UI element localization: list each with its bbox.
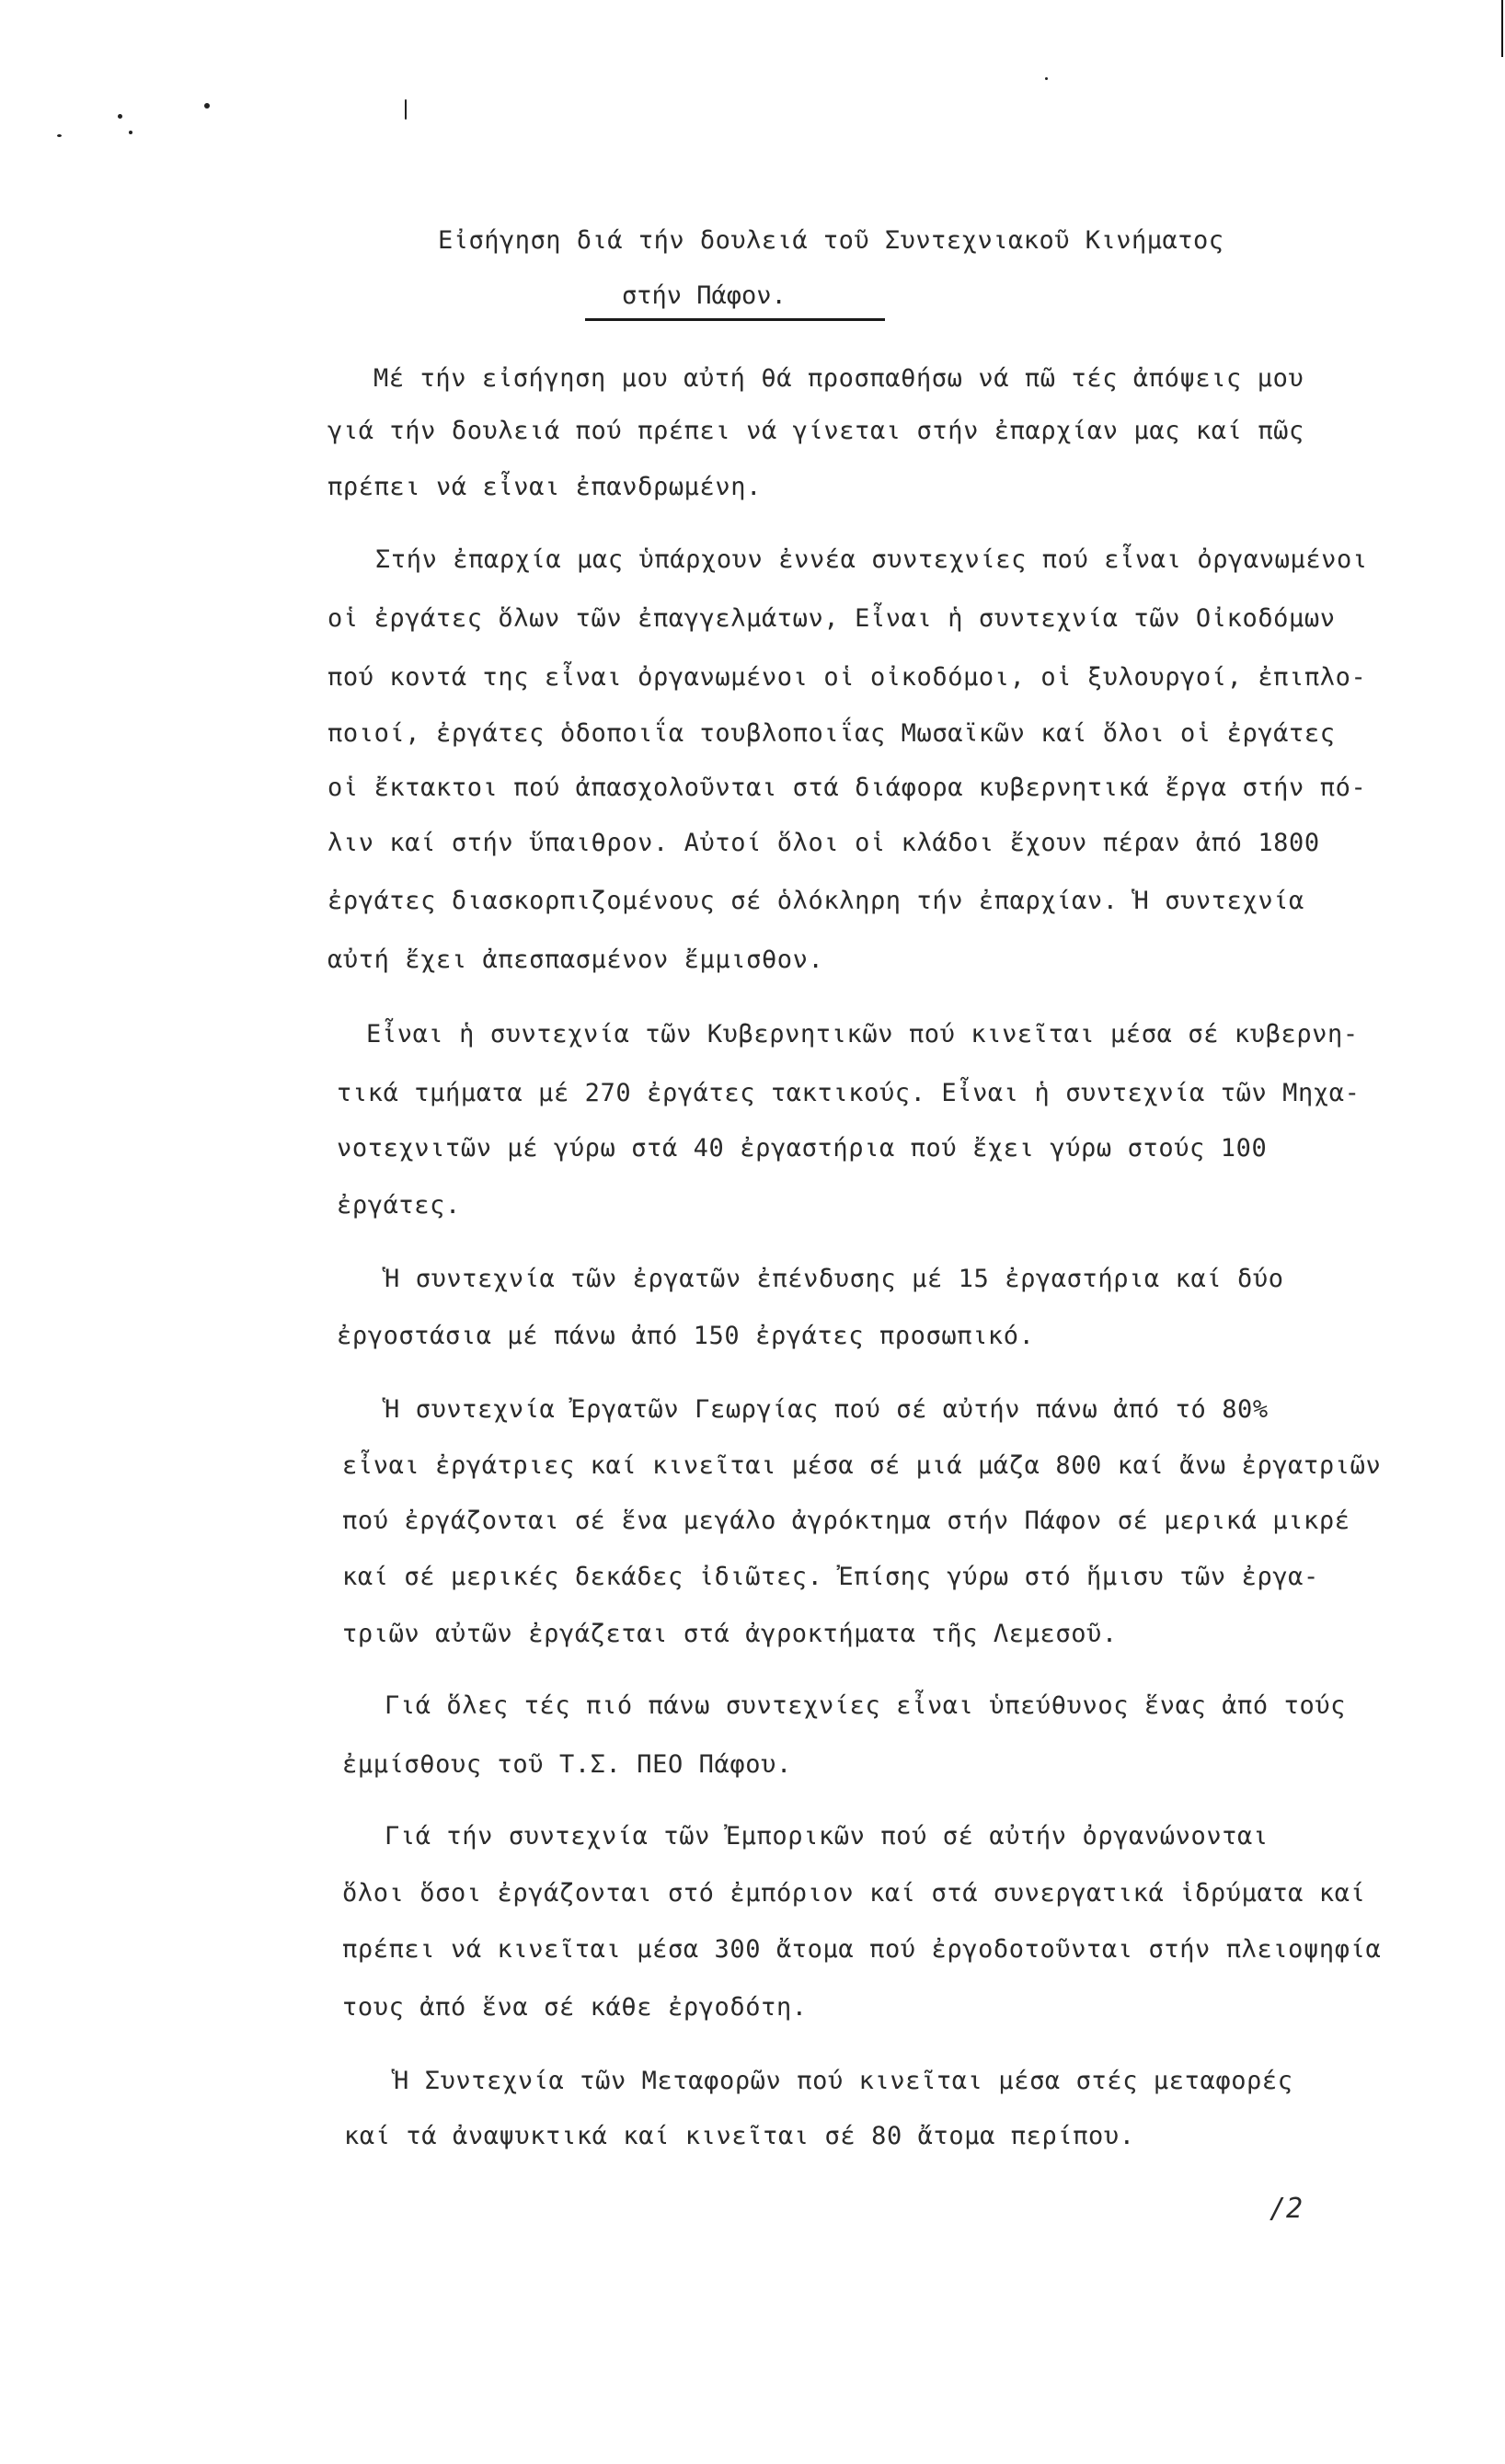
paragraph-3-line-3: νοτεχνιτῶν μέ γύρω στά 40 ἐργαστήρια πού ἔχει γύρω στούς 100 bbox=[337, 1134, 1268, 1163]
paragraph-4-line-1: Ἡ συντεχνία τῶν ἐργατῶν ἐπένδυσης μέ 15 ἐργαστήρια καί δύο bbox=[385, 1265, 1284, 1293]
paragraph-2-line-7: ἐργάτες διασκορπιζομένους σέ ὁλόκληρη τήν ἐπαρχίαν. Ἡ συντεχνία bbox=[327, 887, 1304, 915]
paragraph-5-line-4: καί σέ μερικές δεκάδες ἰδιῶτες. Ἐπίσης γύρω στό ἥμισυ τῶν ἐργα- bbox=[342, 1563, 1319, 1591]
paragraph-2-line-3: πού κοντά της εἶναι ὀργανωμένοι οἱ οἰκοδόμοι, οἱ ξυλουργοί, ἐπιπλο- bbox=[327, 663, 1367, 692]
paragraph-7-line-2: ὅλοι ὅσοι ἐργάζονται στό ἐμπόριον καί στά συνεργατικά ἱδρύματα καί bbox=[342, 1879, 1366, 1908]
scan-speck bbox=[204, 103, 210, 109]
paragraph-8-line-1: Ἡ Συντεχνία τῶν Μεταφορῶν πού κινεῖται μέσα στές μεταφορές bbox=[394, 2067, 1293, 2095]
subtitle-underline bbox=[585, 318, 885, 321]
document-subtitle: στήν Πάφον. bbox=[622, 281, 787, 310]
paragraph-2-line-2: οἱ ἐργάτες ὅλων τῶν ἐπαγγελμάτων, Εἶναι ἡ συντεχνία τῶν Οἰκοδόμων bbox=[327, 604, 1336, 633]
paragraph-2-line-5: οἱ ἔκτακτοι πού ἀπασχολοῦνται στά διάφορα κυβερνητικά ἔργα στήν πό- bbox=[327, 774, 1367, 802]
paragraph-7-line-3: πρέπει νά κινεῖται μέσα 300 ἄτομα πού ἐργοδοτοῦνται στήν πλειοψηφία bbox=[342, 1935, 1382, 1964]
document-title: Εἰσήγηση διά τήν δουλειά τοῦ Συντεχνιακοῦ Κινήματος bbox=[438, 226, 1224, 255]
scan-speck bbox=[57, 134, 62, 137]
paragraph-3-line-2: τικά τμήματα μέ 270 ἐργάτες τακτικούς. Εἶναι ἡ συντεχνία τῶν Μηχα- bbox=[337, 1079, 1361, 1107]
paragraph-5-line-1: Ἡ συντεχνία Ἐργατῶν Γεωργίας πού σέ αὐτήν πάνω ἀπό τό 80% bbox=[385, 1395, 1269, 1424]
paragraph-3-line-4: ἐργάτες. bbox=[337, 1191, 461, 1220]
scan-edge-line bbox=[1501, 0, 1503, 57]
paragraph-5-line-2: εἶναι ἐργάτριες καί κινεῖται μέσα σέ μιά μάζα 800 καί ἄνω ἐργατριῶν bbox=[342, 1451, 1382, 1480]
scan-speck bbox=[405, 99, 407, 120]
paragraph-5-line-5: τριῶν αὐτῶν ἐργάζεται στά ἀγροκτήματα τῆς Λεμεσοῦ. bbox=[342, 1620, 1118, 1648]
paragraph-5-line-3: πού ἐργάζονται σέ ἕνα μεγάλο ἀγρόκτημα στήν Πάφον σέ μερικά μικρέ bbox=[342, 1507, 1350, 1535]
paragraph-6-line-1: Γιά ὅλες τές πιό πάνω συντεχνίες εἶναι ὑπεύθυνος ἕνας ἀπό τούς bbox=[385, 1691, 1347, 1720]
paragraph-8-line-2: καί τά ἀναψυκτικά καί κινεῖται σέ 80 ἄτομα περίπου. bbox=[344, 2122, 1135, 2150]
paragraph-6-line-2: ἐμμίσθους τοῦ Τ.Σ. ΠΕΟ Πάφου. bbox=[342, 1750, 792, 1779]
paragraph-2-line-8: αὐτή ἔχει ἀπεσπασμένον ἔμμισθον. bbox=[327, 945, 824, 974]
paragraph-7-line-4: τους ἀπό ἕνα σέ κάθε ἐργοδότη. bbox=[342, 1993, 808, 2022]
paragraph-3-line-1: Εἶναι ἡ συντεχνία τῶν Κυβερνητικῶν πού κινεῖται μέσα σέ κυβερνη- bbox=[366, 1020, 1359, 1049]
paragraph-2-line-1: Στήν ἐπαρχία μας ὑπάρχουν ἐννέα συντεχνίες πού εἶναι ὀργανωμένοι bbox=[375, 545, 1368, 574]
paragraph-7-line-1: Γιά τήν συντεχνία τῶν Ἐμπορικῶν πού σέ αὐτήν ὀργανώνονται bbox=[385, 1822, 1269, 1851]
page-number: /2 bbox=[1269, 2193, 1304, 2225]
paragraph-1-line-1: Μέ τήν εἰσήγηση μου αὐτή θά προσπαθήσω νά πῶ τές ἀπόψεις μου bbox=[373, 364, 1304, 393]
scan-speck bbox=[1045, 77, 1048, 80]
paragraph-2-line-6: λιν καί στήν ὕπαιθρον. Αὐτοί ὅλοι οἱ κλάδοι ἔχουν πέραν ἀπό 1800 bbox=[327, 829, 1320, 857]
paragraph-1-line-3: πρέπει νά εἶναι ἐπανδρωμένη. bbox=[327, 473, 762, 501]
paragraph-2-line-4: ποιοί, ἐργάτες ὁδοποιΐα τουβλοποιΐας Μωσαϊκῶν καί ὅλοι οἱ ἐργάτες bbox=[327, 719, 1336, 748]
scan-speck bbox=[129, 131, 132, 134]
paragraph-1-line-2: γιά τήν δουλειά πού πρέπει νά γίνεται στήν ἐπαρχίαν μας καί πῶς bbox=[327, 417, 1304, 445]
scan-speck bbox=[118, 114, 122, 119]
paragraph-4-line-2: ἐργοστάσια μέ πάνω ἀπό 150 ἐργάτες προσωπικό. bbox=[337, 1322, 1035, 1350]
